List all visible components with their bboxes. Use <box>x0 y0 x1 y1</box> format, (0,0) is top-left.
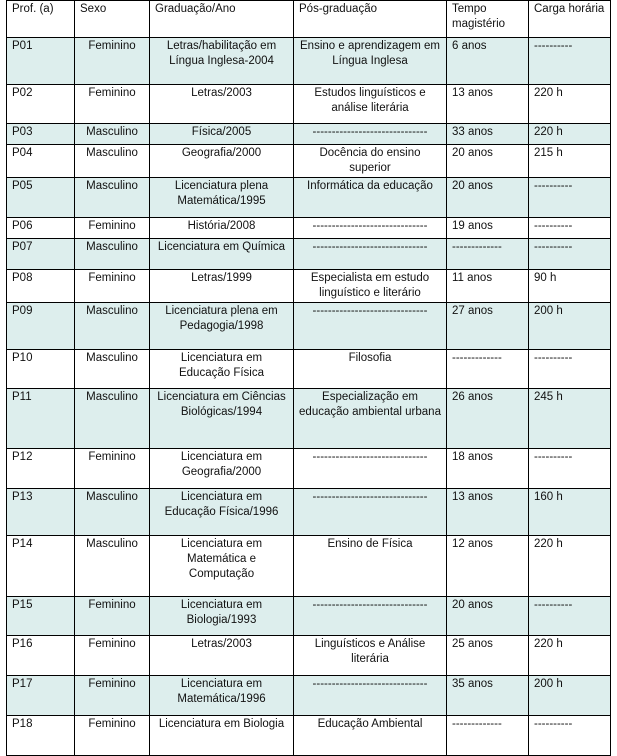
cell-carga: 160 h <box>529 489 611 536</box>
table-row <box>7 38 611 85</box>
cell-pos-graduacao: ------------------------------ <box>294 303 447 350</box>
cell-graduacao: Física/2005 <box>150 124 294 145</box>
cell-sexo: Masculino <box>75 124 150 145</box>
cell-carga: ---------- <box>529 218 611 239</box>
cell-carga: 245 h <box>529 389 611 449</box>
cell-sexo: Feminino <box>75 218 150 239</box>
cell-tempo: 26 anos <box>447 389 529 449</box>
cell-tempo: 20 anos <box>447 145 529 178</box>
cell-tempo: 6 anos <box>447 38 529 85</box>
cell-carga: 220 h <box>529 85 611 124</box>
cell-graduacao: Licenciatura em Geografia/2000 <box>150 449 294 489</box>
cell-sexo: Feminino <box>75 636 150 676</box>
cell-sexo: Masculino <box>75 536 150 597</box>
table-row <box>7 124 611 145</box>
cell-prof: P11 <box>7 389 75 449</box>
cell-carga: 200 h <box>529 303 611 350</box>
cell-tempo: 19 anos <box>447 218 529 239</box>
cell-tempo: 20 anos <box>447 597 529 636</box>
header-prof: Prof. (a) <box>7 1 75 38</box>
cell-prof: P12 <box>7 449 75 489</box>
cell-tempo: 13 anos <box>447 85 529 124</box>
cell-tempo: 11 anos <box>447 270 529 303</box>
cell-pos-graduacao: Educação Ambiental <box>294 716 447 756</box>
cell-sexo: Masculino <box>75 145 150 178</box>
header-pos-graduacao: Pós-graduação <box>294 1 447 38</box>
table-row <box>7 389 611 449</box>
cell-prof: P01 <box>7 38 75 85</box>
cell-carga: 200 h <box>529 676 611 716</box>
cell-tempo: ------------- <box>447 350 529 389</box>
cell-prof: P07 <box>7 239 75 270</box>
cell-sexo: Feminino <box>75 597 150 636</box>
cell-pos-graduacao: Especialista em estudo linguístico e literário <box>294 270 447 303</box>
cell-prof: P16 <box>7 636 75 676</box>
cell-carga: 220 h <box>529 536 611 597</box>
cell-prof: P06 <box>7 218 75 239</box>
cell-carga: ---------- <box>529 716 611 756</box>
cell-carga: 215 h <box>529 145 611 178</box>
cell-sexo: Masculino <box>75 178 150 218</box>
cell-tempo: 25 anos <box>447 636 529 676</box>
table-row <box>7 449 611 489</box>
cell-prof: P15 <box>7 597 75 636</box>
cell-graduacao: Licenciatura em Química <box>150 239 294 270</box>
cell-prof: P09 <box>7 303 75 350</box>
header-carga: Carga horária <box>529 1 611 38</box>
cell-carga: 220 h <box>529 636 611 676</box>
cell-sexo: Feminino <box>75 38 150 85</box>
cell-carga: 220 h <box>529 124 611 145</box>
cell-tempo: ------------- <box>447 716 529 756</box>
cell-graduacao: Licenciatura em Matemática e Computação <box>150 536 294 597</box>
cell-graduacao: Licenciatura plena Matemática/1995 <box>150 178 294 218</box>
table-row <box>7 303 611 350</box>
cell-sexo: Masculino <box>75 303 150 350</box>
cell-sexo: Feminino <box>75 85 150 124</box>
cell-graduacao: Letras/1999 <box>150 270 294 303</box>
header-sexo: Sexo <box>75 1 150 38</box>
cell-pos-graduacao: Docência do ensino superior <box>294 145 447 178</box>
cell-graduacao: Licenciatura em Biologia <box>150 716 294 756</box>
cell-prof: P05 <box>7 178 75 218</box>
cell-pos-graduacao: ------------------------------ <box>294 676 447 716</box>
cell-tempo: 33 anos <box>447 124 529 145</box>
cell-pos-graduacao: Filosofia <box>294 350 447 389</box>
header-tempo: Tempo magistério <box>447 1 529 38</box>
table-row <box>7 536 611 597</box>
cell-tempo: 13 anos <box>447 489 529 536</box>
cell-graduacao: Geografia/2000 <box>150 145 294 178</box>
cell-prof: P02 <box>7 85 75 124</box>
cell-sexo: Masculino <box>75 389 150 449</box>
cell-prof: P17 <box>7 676 75 716</box>
cell-pos-graduacao: ------------------------------ <box>294 597 447 636</box>
cell-prof: P18 <box>7 716 75 756</box>
cell-graduacao: História/2008 <box>150 218 294 239</box>
table-row <box>7 85 611 124</box>
cell-prof: P08 <box>7 270 75 303</box>
cell-graduacao: Letras/habilitação em Língua Inglesa-2004 <box>150 38 294 85</box>
cell-carga: 90 h <box>529 270 611 303</box>
cell-carga: ---------- <box>529 449 611 489</box>
table-row <box>7 676 611 716</box>
cell-sexo: Feminino <box>75 676 150 716</box>
table-row <box>7 350 611 389</box>
cell-tempo: 18 anos <box>447 449 529 489</box>
cell-carga: ---------- <box>529 178 611 218</box>
cell-carga: ---------- <box>529 350 611 389</box>
cell-prof: P04 <box>7 145 75 178</box>
table-row <box>7 489 611 536</box>
table-row <box>7 239 611 270</box>
cell-graduacao: Licenciatura em Educação Física <box>150 350 294 389</box>
cell-graduacao: Licenciatura em Educação Física/1996 <box>150 489 294 536</box>
cell-tempo: 20 anos <box>447 178 529 218</box>
cell-prof: P10 <box>7 350 75 389</box>
cell-pos-graduacao: Especialização em educação ambiental urbana <box>294 389 447 449</box>
table-row <box>7 145 611 178</box>
cell-graduacao: Licenciatura em Ciências Biológicas/1994 <box>150 389 294 449</box>
cell-sexo: Feminino <box>75 716 150 756</box>
cell-graduacao: Letras/2003 <box>150 636 294 676</box>
table-row <box>7 270 611 303</box>
cell-prof: P03 <box>7 124 75 145</box>
cell-sexo: Masculino <box>75 350 150 389</box>
cell-graduacao: Letras/2003 <box>150 85 294 124</box>
cell-sexo: Feminino <box>75 449 150 489</box>
header-graduacao: Graduação/Ano <box>150 1 294 38</box>
cell-pos-graduacao: ------------------------------ <box>294 124 447 145</box>
cell-pos-graduacao: ------------------------------ <box>294 239 447 270</box>
cell-graduacao: Licenciatura plena em Pedagogia/1998 <box>150 303 294 350</box>
table-row <box>7 597 611 636</box>
cell-tempo: 12 anos <box>447 536 529 597</box>
cell-prof: P14 <box>7 536 75 597</box>
table-row <box>7 218 611 239</box>
table-row <box>7 716 611 756</box>
cell-tempo: ------------- <box>447 239 529 270</box>
cell-pos-graduacao: Informática da educação <box>294 178 447 218</box>
cell-carga: ---------- <box>529 239 611 270</box>
table-row <box>7 636 611 676</box>
cell-sexo: Masculino <box>75 239 150 270</box>
cell-pos-graduacao: Ensino de Física <box>294 536 447 597</box>
cell-tempo: 35 anos <box>447 676 529 716</box>
cell-sexo: Masculino <box>75 489 150 536</box>
cell-sexo: Feminino <box>75 270 150 303</box>
cell-pos-graduacao: Linguísticos e Análise literária <box>294 636 447 676</box>
cell-carga: ---------- <box>529 597 611 636</box>
cell-prof: P13 <box>7 489 75 536</box>
cell-pos-graduacao: ------------------------------ <box>294 449 447 489</box>
cell-graduacao: Licenciatura em Matemática/1996 <box>150 676 294 716</box>
header-row <box>7 1 611 38</box>
table-row <box>7 178 611 218</box>
cell-pos-graduacao: ------------------------------ <box>294 218 447 239</box>
cell-pos-graduacao: ------------------------------ <box>294 489 447 536</box>
cell-pos-graduacao: Ensino e aprendizagem em Língua Inglesa <box>294 38 447 85</box>
cell-carga: ---------- <box>529 38 611 85</box>
cell-graduacao: Licenciatura em Biologia/1993 <box>150 597 294 636</box>
teachers-table <box>6 0 611 756</box>
cell-tempo: 27 anos <box>447 303 529 350</box>
cell-pos-graduacao: Estudos linguísticos e análise literária <box>294 85 447 124</box>
